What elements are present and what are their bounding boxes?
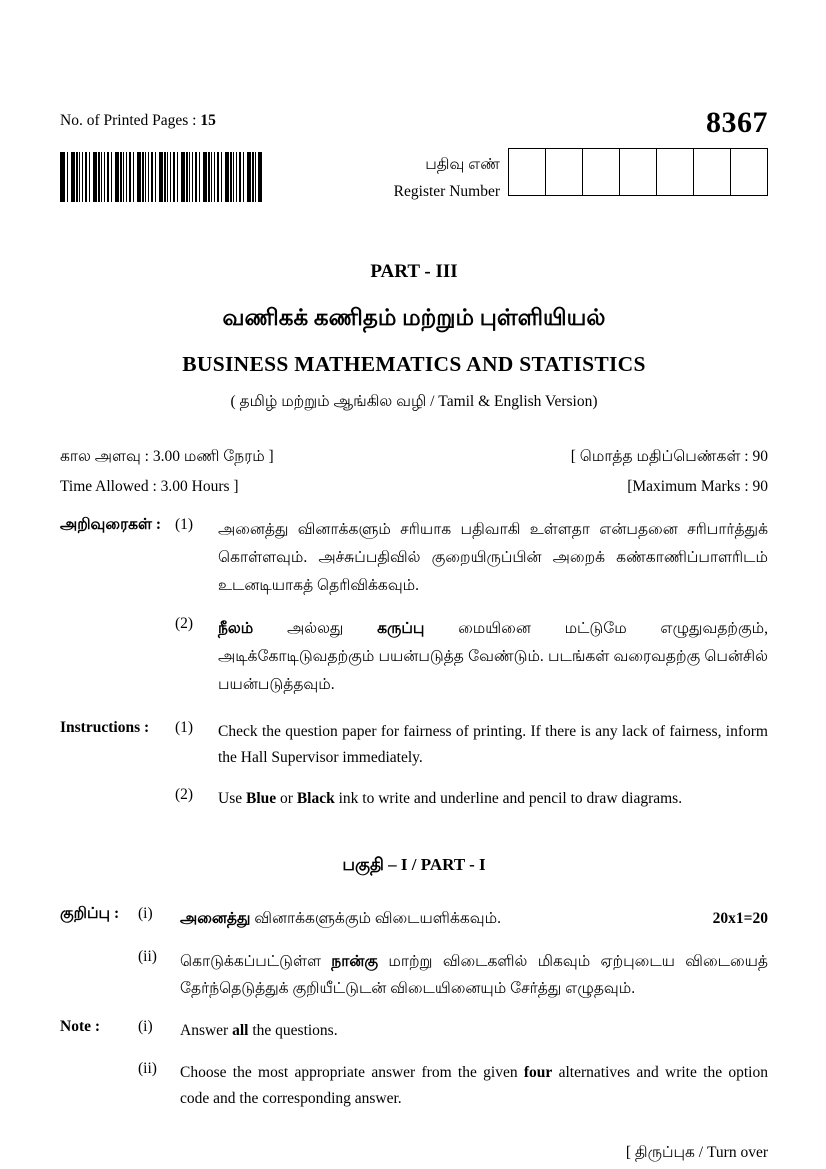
note-text: அனைத்து வினாக்களுக்கும் விடையளிக்கவும். [180, 909, 501, 927]
maximum-marks-english: [Maximum Marks : 90 [627, 478, 768, 496]
note-row [60, 1018, 768, 1044]
printed-pages-line [60, 112, 216, 130]
turn-over-note: [ திருப்புக / Turn over [625, 1144, 768, 1162]
time-allowed-tamil: கால அளவு : 3.00 மணி நேரம் ] [60, 448, 274, 466]
note-number: (ii) [138, 1059, 157, 1077]
note-row [60, 948, 768, 1004]
instructions-english-label: Instructions : [60, 718, 150, 736]
register-cell [582, 148, 620, 196]
instruction-row [60, 719, 768, 772]
part-heading: PART - III [370, 261, 458, 283]
register-cell [656, 148, 694, 196]
register-row [60, 148, 768, 205]
instruction-text: நீலம் அல்லது கருப்பு மையினை மட்டுமே எழுதுவதற்கும், அடிக்கோடிடுவதற்கும் பயன்படுத்த வேண்டும். படங்கள் வரைவதற்கு பென்சில் பயன்படுத்தவும். [218, 619, 768, 693]
instruction-row [60, 615, 768, 699]
note-row [60, 905, 768, 933]
note-text: Choose the most appropriate answer from the given four alternatives and write the option code and the corresponding answer. [180, 1063, 768, 1107]
printed-pages-label: No. of Printed Pages : [60, 112, 201, 129]
note-tamil [60, 905, 768, 1004]
register-cell [730, 148, 768, 196]
marks-scheme: 20x1=20 [712, 909, 768, 927]
top-row [60, 106, 768, 139]
meta-row-tamil [60, 448, 768, 467]
instruction-number: (1) [175, 516, 194, 534]
maximum-marks-tamil: [ மொத்த மதிப்பெண்கள் : 90 [570, 448, 768, 466]
printed-pages-value: 15 [200, 112, 216, 129]
time-allowed-english: Time Allowed : 3.00 Hours ] [60, 478, 239, 496]
register-label-tamil: பதிவு எண் [425, 156, 500, 173]
note-english-label: Note : [60, 1018, 101, 1036]
note-row [60, 1060, 768, 1113]
note-number: (ii) [138, 947, 157, 965]
barcode-icon [60, 152, 262, 202]
register-cell [693, 148, 731, 196]
note-number: (i) [138, 904, 153, 922]
instruction-number: (1) [175, 718, 194, 736]
meta-section [60, 448, 768, 496]
note-text-with-marks [180, 905, 768, 933]
instruction-number: (2) [175, 614, 194, 632]
instructions-tamil [60, 516, 768, 698]
register-number-boxes [508, 148, 768, 196]
note-text: கொடுக்கப்பட்டுள்ள நான்கு மாற்று விடைகளில் மிகவும் ஏற்புடைய விடையைத் தேர்ந்தெடுத்துக் குறியீட்டுடன் விடையினையும் சேர்த்து எழுதவும். [180, 952, 769, 998]
note-english [60, 1018, 768, 1112]
instructions-english [60, 719, 768, 813]
note-text: Answer all the questions. [180, 1022, 338, 1040]
register-cell [545, 148, 583, 196]
instruction-text: Use Blue or Black ink to write and underline and pencil to draw diagrams. [218, 790, 683, 808]
instruction-number: (2) [175, 786, 194, 804]
register-cell [619, 148, 657, 196]
paper-code: 8367 [706, 106, 768, 139]
register-cell [508, 148, 546, 196]
instruction-row [60, 516, 768, 600]
note-tamil-label: குறிப்பு : [60, 904, 120, 922]
part1-heading: பகுதி – I / PART - I [342, 854, 486, 874]
instruction-text: அனைத்து வினாக்களும் சரியாக பதிவாகி உள்ளதா என்பதனை சரிபார்த்துக் கொள்ளவும். அச்சுப்பதிவில் குறையிருப்பின் அறைக் கண்காணிப்பாளரிடம் உடனடியாகத் தெரிவிக்கவும். [218, 521, 768, 595]
register-labels [394, 148, 508, 205]
instructions-tamil-label: அறிவுரைகள் : [60, 516, 162, 534]
note-number: (i) [138, 1018, 153, 1036]
register-label-english: Register Number [393, 183, 500, 201]
meta-row-english [60, 478, 768, 496]
instruction-text: Check the question paper for fairness of printing. If there is any lack of fairness, inform the Hall Supervisor immediately. [218, 722, 768, 766]
instruction-row [60, 786, 768, 812]
title-english: BUSINESS MATHEMATICS AND STATISTICS [182, 352, 646, 377]
title-tamil: வணிகக் கணிதம் மற்றும் புள்ளியியல் [222, 305, 606, 331]
version-line: ( தமிழ் மற்றும் ஆங்கில வழி / Tamil & English Version) [230, 393, 598, 411]
